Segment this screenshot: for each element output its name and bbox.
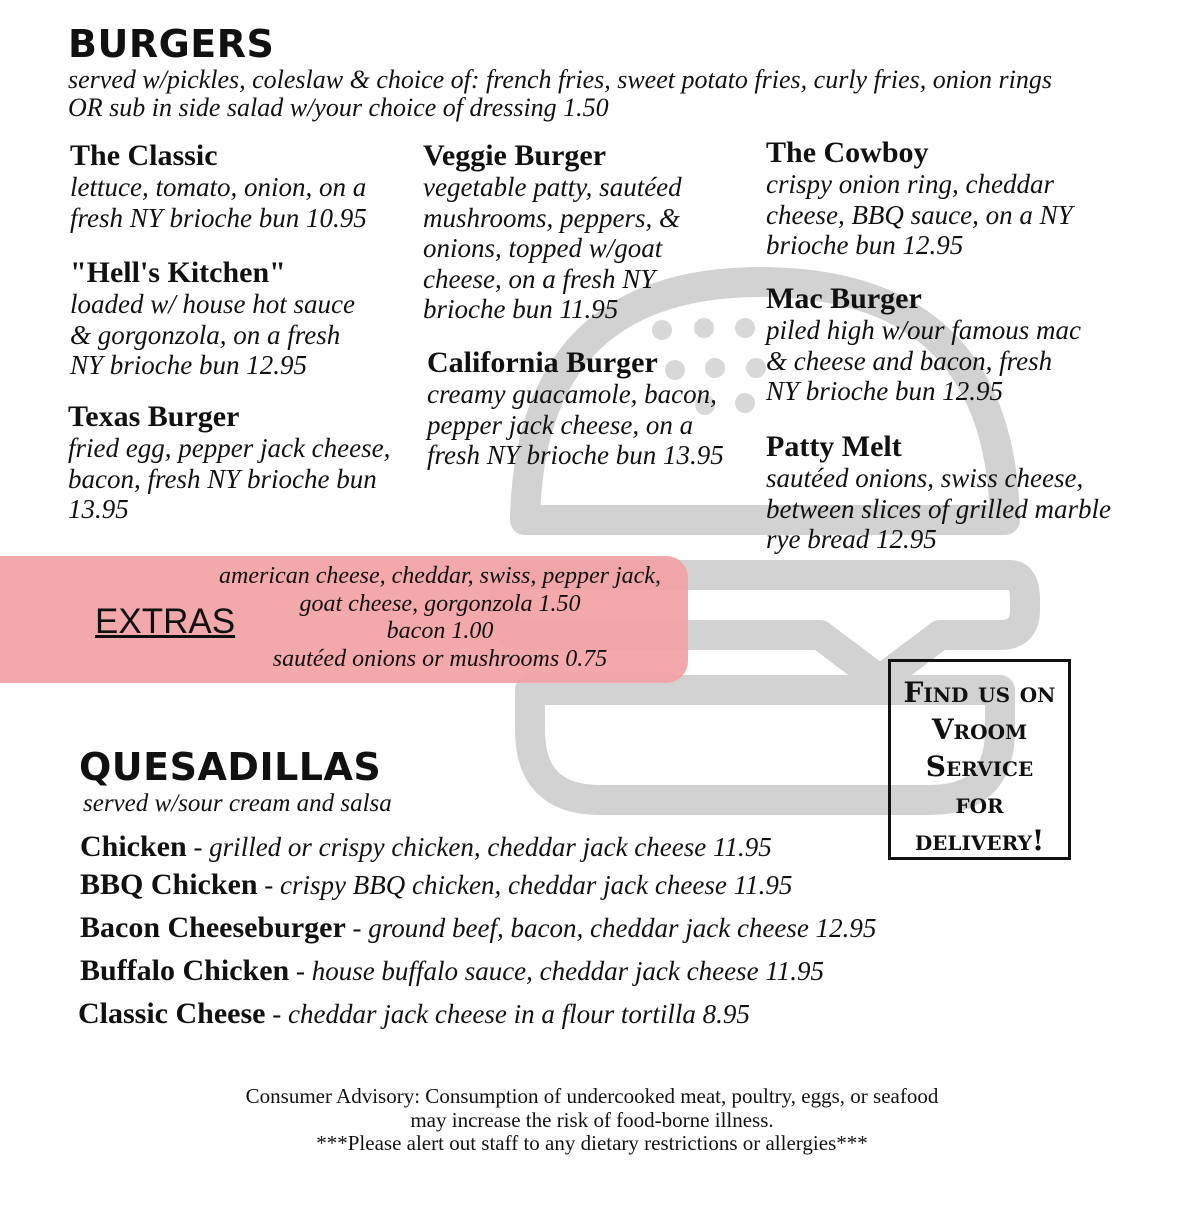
delivery-line: delivery!: [914, 824, 1045, 857]
subtitle-line: served w/pickles, coleslaw & choice of: french fries, sweet potato fries, curly fries, onion rings: [68, 65, 1052, 94]
item-name: The Cowboy: [766, 136, 929, 169]
item-desc-line: fresh NY brioche bun 10.95: [70, 202, 367, 233]
item-desc-line: fresh NY brioche bun 13.95: [427, 440, 724, 470]
item-desc-line: sautéed onions, swiss cheese,: [766, 463, 1084, 493]
delivery-callout: [888, 659, 1071, 860]
advisory-line: may increase the risk of food-borne illness.: [410, 1107, 774, 1132]
quesadilla-item: [80, 954, 824, 988]
burger-item: [70, 140, 367, 233]
burger-item: [423, 140, 682, 325]
burger-item: [766, 283, 1081, 407]
delivery-line: Find us on: [903, 676, 1056, 709]
item-desc-line: cheese, BBQ sauce, on a NY: [766, 199, 1073, 230]
delivery-line: Vroom: [931, 713, 1028, 746]
item-desc-line: loaded w/ house hot sauce: [70, 289, 355, 319]
extras-line: bacon 1.00: [386, 618, 494, 644]
item-desc-line: bacon, fresh NY brioche bun: [68, 463, 377, 494]
item-name: California Burger: [427, 346, 658, 379]
quesadillas-title: QUESADILLAS: [79, 745, 382, 789]
quesadilla-item: [80, 868, 792, 902]
item-desc-line: & cheese and bacon, fresh: [766, 345, 1053, 376]
item-name: Mac Burger: [766, 282, 922, 315]
item-desc: - grilled or crispy chicken, cheddar jack cheese 11.95: [186, 832, 772, 862]
item-name: Patty Melt: [766, 430, 902, 463]
item-desc-line: vegetable patty, sautéed: [423, 172, 682, 202]
item-name: Chicken: [80, 830, 187, 863]
delivery-line: Service: [925, 750, 1034, 783]
item-desc-line: NY brioche bun 12.95: [70, 350, 308, 380]
extras-label: EXTRAS: [95, 602, 236, 641]
item-desc-line: 13.95: [68, 494, 129, 524]
quesadillas-subtitle: served w/sour cream and salsa: [83, 790, 392, 817]
item-name: Bacon Cheeseburger: [80, 911, 346, 944]
item-desc-line: & gorgonzola, on a fresh: [70, 319, 341, 350]
item-desc-line: mushrooms, peppers, &: [423, 202, 681, 233]
item-name: Veggie Burger: [423, 139, 607, 172]
delivery-line: for: [955, 787, 1004, 820]
item-desc-line: NY brioche bun 12.95: [766, 376, 1004, 406]
quesadilla-item: [80, 911, 876, 945]
item-desc-line: between slices of grilled marble: [766, 493, 1111, 524]
extras-line: goat cheese, gorgonzola 1.50: [299, 590, 581, 617]
item-desc-line: cheese, on a fresh NY: [423, 263, 656, 294]
item-desc: - ground beef, bacon, cheddar jack cheese 12.95: [345, 913, 877, 943]
advisory-line: ***Please alert out staff to any dietary restrictions or allergies***: [316, 1131, 868, 1155]
item-desc-line: brioche bun 12.95: [766, 230, 964, 260]
extras-list: [190, 563, 690, 673]
extras-line: american cheese, cheddar, swiss, pepper jack,: [219, 563, 661, 589]
item-desc-line: rye bread 12.95: [766, 524, 937, 554]
item-desc-line: piled high w/our famous mac: [766, 315, 1081, 345]
subtitle-line: OR sub in side salad w/your choice of dressing 1.50: [68, 93, 609, 122]
burger-item: [766, 137, 1073, 261]
advisory-line: Consumer Advisory: Consumption of undercooked meat, poultry, eggs, or seafood: [245, 1084, 939, 1108]
item-desc-line: creamy guacamole, bacon,: [427, 379, 717, 409]
burgers-title: BURGERS: [68, 22, 275, 66]
consumer-advisory: [0, 1085, 1184, 1156]
burgers-subtitle: [68, 66, 1052, 122]
item-desc: - crispy BBQ chicken, cheddar jack cheese 11.95: [257, 870, 793, 900]
item-name: BBQ Chicken: [80, 868, 258, 901]
burger-item: [68, 401, 390, 525]
burger-item: [427, 347, 724, 471]
item-name: Texas Burger: [68, 400, 240, 433]
item-desc-line: crispy onion ring, cheddar: [766, 169, 1054, 199]
item-desc-line: brioche bun 11.95: [423, 294, 619, 324]
item-desc: - cheddar jack cheese in a flour tortilla 8.95: [265, 999, 750, 1029]
item-name: The Classic: [70, 139, 218, 172]
item-name: Buffalo Chicken: [80, 954, 290, 987]
burger-item: [766, 431, 1111, 555]
item-name: "Hell's Kitchen": [70, 256, 286, 289]
item-desc-line: lettuce, tomato, onion, on a: [70, 172, 367, 202]
burger-item: [70, 257, 355, 381]
quesadilla-item: [78, 997, 750, 1031]
item-desc-line: onions, topped w/goat: [423, 233, 663, 263]
quesadilla-item: [80, 830, 772, 864]
item-desc: - house buffalo sauce, cheddar jack cheese 11.95: [289, 956, 825, 986]
item-name: Classic Cheese: [78, 997, 266, 1030]
item-desc-line: fried egg, pepper jack cheese,: [68, 433, 391, 463]
extras-line: sautéed onions or mushrooms 0.75: [272, 645, 608, 672]
item-desc-line: pepper jack cheese, on a: [427, 409, 694, 440]
